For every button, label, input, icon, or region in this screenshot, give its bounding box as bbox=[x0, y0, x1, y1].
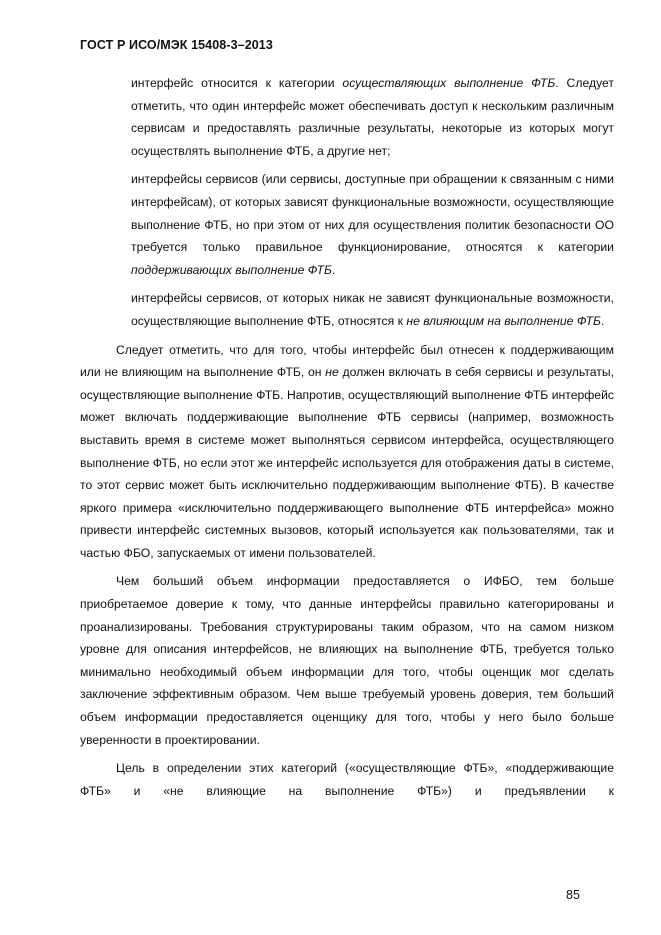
list-item: интерфейсы сервисов, от которых никак не зависят функциональные возможности, осуществляющие выполнение ФТБ, относятся к не влияющим на выполнение ФТБ. bbox=[131, 291, 614, 328]
italic-term: не bbox=[325, 365, 339, 380]
page-number: 85 bbox=[566, 888, 580, 902]
italic-term: поддерживающих выполнение ФТБ bbox=[131, 262, 332, 277]
list-item: интерфейсы сервисов (или сервисы, доступные при обращении к связанным с ними интерфейсам), от которых зависят функциональные возможности, осуществляющие выполнение ФТБ, но при этом от них для осуществления политик безопасности ОО требуется только правильное функционирование, относятся к категории поддерживающих выполнение ФТБ. bbox=[131, 172, 614, 277]
paragraph: Цель в определении этих категорий («осуществляющие ФТБ», «поддерживающие ФТБ» и «не влияющие на выполнение ФТБ») и предъявлении к bbox=[80, 761, 614, 798]
paragraph: Следует отметить, что для того, чтобы интерфейс был отнесен к поддерживающим или не влияющим на выполнение ФТБ, он не должен включать в себя сервисы и результаты, осуществляющие выполнение ФТБ. Напротив, осуществляющий выполнение ФТБ интерфейс может включать поддерживающие выполнение ФТБ сервисы (например, возможность выставить время в системе может выполняться сервисом интерфейса, осуществляющего выполнение ФТБ, но если этот же интерфейс используется для отображения даты в системе, то этот сервис может быть исключительно поддерживающим выполнение ФТБ). В качестве яркого примера «исключительно поддерживающего выполнение ФТБ интерфейса» можно привести интерфейс системных вызовов, который используется как пользователями, так и частью ФБО, запускаемых от имени пользователей. bbox=[80, 342, 614, 560]
list-item: интерфейс относится к категории осуществляющих выполнение ФТБ. Следует отметить, что один интерфейс может обеспечивать доступ к нескольким различным сервисам и предоставлять различные результаты, некоторые из которых могут осуществлять выполнение ФТБ, а другие нет; bbox=[131, 76, 615, 158]
italic-term: не влияющим на выполнение ФТБ bbox=[406, 313, 601, 328]
italic-term: осуществляющих выполнение ФТБ bbox=[342, 76, 556, 90]
document-header: ГОСТ Р ИСО/МЭК 15408-3–2013 bbox=[80, 38, 273, 52]
paragraph: Чем больший объем информации предоставляется о ИФБО, тем больше приобретаемое доверие к тому, что данные интерфейсы правильно категорированы и проанализированы. Требования структурированы таким образом, что на самом низком уровне для описания интерфейсов, не влияющих на выполнение ФТБ, требуется только минимально необходимый объем информации для того, чтобы оценщик мог сделать заключение эффективным образом. Чем выше требуемый уровень доверия, тем больший объем информации предоставляется оценщику для того, чтобы у него было больше уверенности в проектировании. bbox=[80, 574, 614, 747]
body-text bbox=[80, 72, 614, 802]
